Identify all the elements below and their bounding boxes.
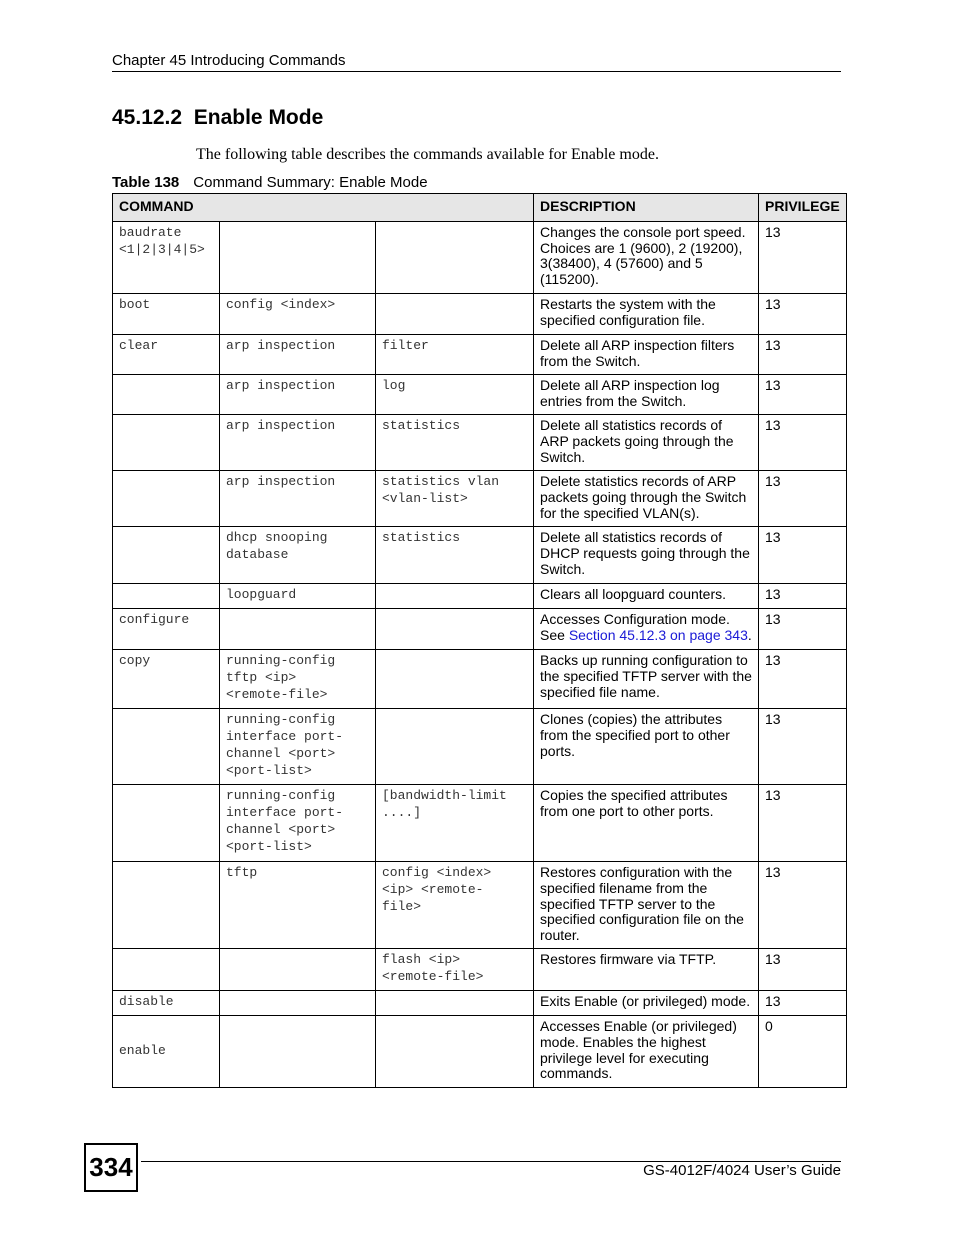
description-cell	[534, 1016, 759, 1088]
privilege-cell: 13	[759, 949, 847, 991]
command-cell: clear	[113, 335, 220, 375]
command-cell	[113, 375, 220, 415]
header-privilege: PRIVILEGE	[759, 194, 847, 222]
privilege-cell: 13	[759, 335, 847, 375]
command-cell	[113, 949, 220, 991]
description-text: Changes the console port speed. Choices are 1 (9600), 2 (19200), 3(38400), 4 (57600) and 5 (115200).	[540, 224, 746, 287]
argument-cell	[376, 650, 534, 709]
subcommand-cell: loopguard	[220, 584, 376, 609]
command-cell	[113, 862, 220, 949]
privilege-cell: 13	[759, 584, 847, 609]
command-cell: boot	[113, 294, 220, 335]
command-cell	[113, 785, 220, 862]
description-text: Delete all statistics records of ARP packets going through the Switch.	[540, 417, 734, 465]
argument-cell: [bandwidth-limit ....]	[376, 785, 534, 862]
table-number: Table 138	[112, 174, 180, 191]
subcommand-cell: config <index>	[220, 294, 376, 335]
subcommand-cell: running-config interface port- channel <port> <port-list>	[220, 709, 376, 785]
table-row	[113, 527, 847, 584]
command-cell: configure	[113, 609, 220, 650]
description-text: Delete all ARP inspection log entries from the Switch.	[540, 377, 720, 409]
table-row	[113, 222, 847, 294]
description-cell	[534, 650, 759, 709]
description-text: Accesses Configuration mode. See	[540, 611, 730, 643]
header-command: COMMAND	[113, 194, 534, 222]
privilege-cell: 13	[759, 650, 847, 709]
description-suffix: .	[747, 626, 752, 643]
description-text: Accesses Enable (or privileged) mode. Enables the highest privilege level for executing commands.	[540, 1018, 737, 1082]
privilege-cell: 13	[759, 991, 847, 1016]
table-row	[113, 991, 847, 1016]
description-text: Restarts the system with the specified configuration file.	[540, 296, 716, 328]
table-row	[113, 294, 847, 335]
subcommand-cell: running-config tftp <ip> <remote-file>	[220, 650, 376, 709]
table-row	[113, 415, 847, 471]
table-row	[113, 862, 847, 949]
section-heading: Enable Mode	[193, 106, 324, 129]
privilege-cell: 0	[759, 1016, 847, 1088]
subcommand-cell	[220, 991, 376, 1016]
argument-cell: log	[376, 375, 534, 415]
subcommand-cell	[220, 609, 376, 650]
command-cell	[113, 709, 220, 785]
subcommand-cell: arp inspection	[220, 335, 376, 375]
subcommand-cell: arp inspection	[220, 415, 376, 471]
table-title: Command Summary: Enable Mode	[193, 174, 428, 191]
intro-paragraph: The following table describes the commands available for Enable mode.	[196, 146, 659, 163]
command-cell	[113, 471, 220, 527]
table-row	[113, 785, 847, 862]
privilege-cell: 13	[759, 375, 847, 415]
subcommand-cell	[220, 949, 376, 991]
table-header-row	[113, 194, 847, 222]
command-cell: enable	[113, 1016, 220, 1088]
description-cell	[534, 991, 759, 1016]
description-text: Backs up running configuration to the specified TFTP server with the specified file name.	[540, 652, 752, 700]
privilege-cell: 13	[759, 785, 847, 862]
description-text: Delete all ARP inspection filters from the Switch.	[540, 337, 735, 369]
table-row	[113, 375, 847, 415]
description-cell	[534, 471, 759, 527]
subcommand-cell: arp inspection	[220, 375, 376, 415]
privilege-cell: 13	[759, 609, 847, 650]
table-row	[113, 1016, 847, 1088]
command-cell	[113, 584, 220, 609]
argument-cell: config <index> <ip> <remote- file>	[376, 862, 534, 949]
chapter-header: Chapter 45 Introducing Commands	[112, 52, 346, 69]
privilege-cell: 13	[759, 471, 847, 527]
privilege-cell: 13	[759, 294, 847, 335]
section-number: 45.12.2	[112, 106, 183, 129]
argument-cell	[376, 294, 534, 335]
description-text: Exits Enable (or privileged) mode.	[540, 993, 751, 1010]
guide-title: GS-4012F/4024 User’s Guide	[643, 1162, 841, 1179]
table-caption	[112, 174, 428, 191]
section-title	[112, 106, 323, 130]
privilege-cell: 13	[759, 222, 847, 294]
subcommand-cell: running-config interface port- channel <port> <port-list>	[220, 785, 376, 862]
argument-cell: statistics	[376, 527, 534, 584]
privilege-cell: 13	[759, 709, 847, 785]
description-cell	[534, 415, 759, 471]
privilege-cell: 13	[759, 415, 847, 471]
description-cell	[534, 862, 759, 949]
description-cell	[534, 785, 759, 862]
description-cell	[534, 375, 759, 415]
description-cell	[534, 949, 759, 991]
argument-cell	[376, 709, 534, 785]
argument-cell	[376, 991, 534, 1016]
section-link[interactable]: Section 45.12.3 on page 343	[568, 626, 748, 643]
table-row	[113, 335, 847, 375]
table-row	[113, 709, 847, 785]
table-row	[113, 949, 847, 991]
command-cell	[113, 415, 220, 471]
subcommand-cell	[220, 1016, 376, 1088]
command-cell	[113, 527, 220, 584]
subcommand-cell	[220, 222, 376, 294]
argument-cell: statistics vlan <vlan-list>	[376, 471, 534, 527]
subcommand-cell: tftp	[220, 862, 376, 949]
description-text: Restores configuration with the specified filename from the specified TFTP server to the specified configuration file on the router.	[540, 864, 744, 943]
page-number: 334	[84, 1143, 138, 1192]
command-cell: baudrate <1|2|3|4|5>	[113, 222, 220, 294]
description-cell	[534, 584, 759, 609]
argument-cell	[376, 584, 534, 609]
command-summary-table	[112, 193, 847, 1088]
subcommand-cell: dhcp snooping database	[220, 527, 376, 584]
description-cell	[534, 527, 759, 584]
argument-cell: flash <ip> <remote-file>	[376, 949, 534, 991]
description-text: Copies the specified attributes from one port to other ports.	[540, 787, 728, 819]
table-row	[113, 609, 847, 650]
argument-cell: statistics	[376, 415, 534, 471]
header-description: DESCRIPTION	[534, 194, 759, 222]
description-text: Clones (copies) the attributes from the specified port to other ports.	[540, 711, 730, 759]
argument-cell	[376, 1016, 534, 1088]
description-text: Delete all statistics records of DHCP requests going through the Switch.	[540, 529, 750, 577]
table-row	[113, 471, 847, 527]
description-text: Clears all loopguard counters.	[540, 586, 726, 603]
header-divider	[112, 71, 841, 72]
subcommand-cell: arp inspection	[220, 471, 376, 527]
command-cell: copy	[113, 650, 220, 709]
description-text: Delete statistics records of ARP packets going through the Switch for the specified VLAN(s).	[540, 473, 747, 521]
description-cell	[534, 294, 759, 335]
argument-cell	[376, 609, 534, 650]
description-cell	[534, 709, 759, 785]
table-row	[113, 584, 847, 609]
command-cell: disable	[113, 991, 220, 1016]
description-cell	[534, 222, 759, 294]
argument-cell	[376, 222, 534, 294]
privilege-cell: 13	[759, 862, 847, 949]
table-row	[113, 650, 847, 709]
description-cell	[534, 335, 759, 375]
description-cell	[534, 609, 759, 650]
privilege-cell: 13	[759, 527, 847, 584]
description-text: Restores firmware via TFTP.	[540, 951, 717, 968]
argument-cell: filter	[376, 335, 534, 375]
